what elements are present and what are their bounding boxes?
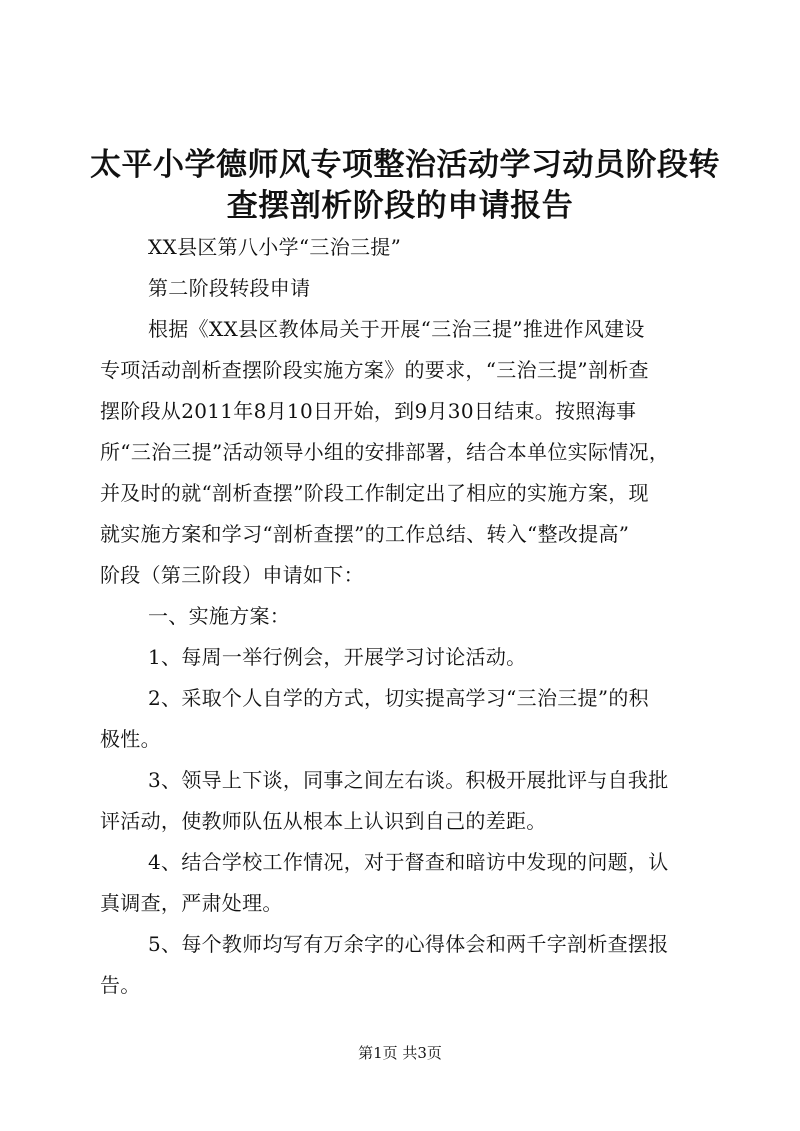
document-title-line-2: 查摆剖析阶段的申请报告 — [226, 188, 574, 224]
page-number-footer: 第1页 共3页 — [358, 1044, 442, 1062]
document-title-line-1: 太平小学德师风专项整治活动学习动员阶段转 — [90, 147, 720, 183]
subtitle-line: 第二阶段转段申请 — [148, 276, 311, 300]
list-item-continuation: 告。 — [100, 973, 141, 997]
list-item-continuation: 真调查，严肃处理。 — [100, 891, 283, 915]
list-item: 5、每个教师均写有万余字的心得体会和两千字剖析查摆报 — [148, 932, 669, 956]
list-item: 3、领导上下谈，同事之间左右谈。积极开展批评与自我批 — [148, 768, 669, 792]
list-item: 2、采取个人自学的方式，切实提高学习“三治三提”的积 — [148, 686, 649, 710]
section-heading: 一、实施方案： — [148, 604, 291, 628]
paragraph-line: 就实施方案和学习“剖析查摆”的工作总结、转入“整改提高” — [100, 522, 630, 546]
school-name-line: XX县区第八小学“三治三提” — [148, 235, 402, 259]
paragraph-line: 并及时的就“剖析查摆”阶段工作制定出了相应的实施方案，现 — [100, 481, 649, 505]
paragraph-line: 阶段（第三阶段）申请如下： — [100, 563, 364, 587]
list-item-continuation: 极性。 — [100, 727, 161, 751]
list-item: 1、每周一举行例会，开展学习讨论活动。 — [148, 645, 527, 669]
paragraph-line: 根据《XX县区教体局关于开展“三治三提”推进作风建设 — [148, 317, 645, 341]
list-item-continuation: 评活动，使教师队伍从根本上认识到自己的差距。 — [100, 809, 547, 833]
list-item: 4、结合学校工作情况，对于督查和暗访中发现的问题，认 — [148, 850, 669, 874]
paragraph-line: 所“三治三提”活动领导小组的安排部署，结合本单位实际情况， — [100, 440, 670, 464]
paragraph-line: 摆阶段从2011年8月10日开始，到9月30日结束。按照海事 — [100, 399, 637, 423]
paragraph-line: 专项活动剖析查摆阶段实施方案》的要求，“三治三提”剖析查 — [100, 358, 649, 382]
